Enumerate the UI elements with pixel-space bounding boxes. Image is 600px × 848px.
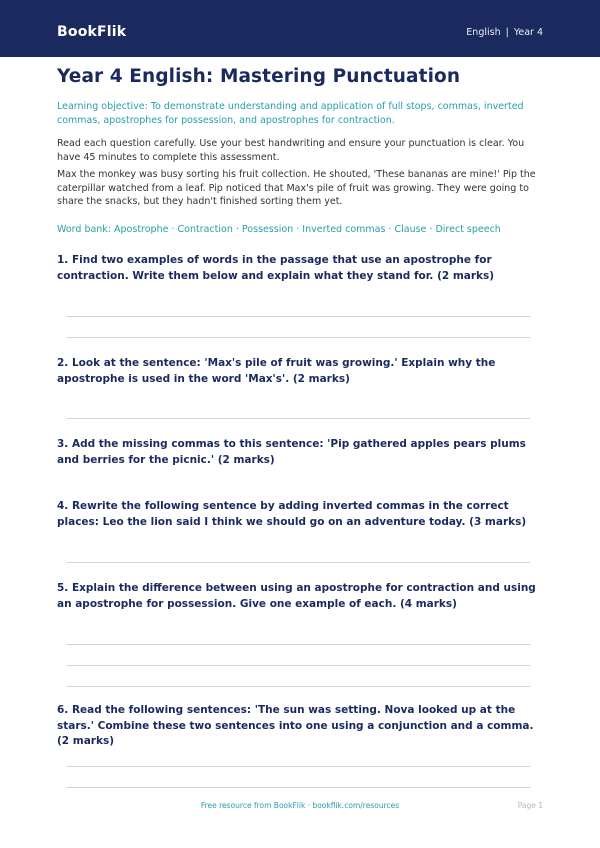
answer-line[interactable] xyxy=(67,686,530,687)
question-4: 4. Rewrite the following sentence by adding inverted commas in the correct places: Leo the lion said I think we should go on an adventure today. (3 marks) xyxy=(57,500,527,528)
question-2: 2. Look at the sentence: 'Max's pile of fruit was growing.' Explain why the apostrophe is used in the word 'Max's'. (2 marks) xyxy=(57,357,496,385)
year-label: Year 4 xyxy=(513,27,543,38)
answer-line[interactable] xyxy=(67,418,530,419)
question-1: 1. Find two examples of words in the passage that use an apostrophe for contraction. Write them below and explain what they stand for. (2 marks) xyxy=(57,254,495,282)
reading-passage: Max the monkey was busy sorting his fruit collection. He shouted, 'These bananas are mine!' Pip the caterpillar watched from a leaf. Pip noticed that Max's pile of fruit was growing. They were going to share the snacks, but they hadn't finished sorting them yet. xyxy=(57,169,536,207)
question-6: 6. Read the following sentences: 'The sun was setting. Nova looked up at the stars.' Combine these two sentences into one using a conjunction and a comma. (2 marks) xyxy=(57,704,534,747)
answer-line[interactable] xyxy=(67,766,530,767)
answer-line[interactable] xyxy=(67,562,530,563)
answer-line[interactable] xyxy=(67,644,530,645)
header-meta xyxy=(466,27,543,39)
meta-separator: | xyxy=(505,27,509,38)
page-header xyxy=(0,0,600,57)
word-bank: Word bank: Apostrophe · Contraction · Possession · Inverted commas · Clause · Direct speech xyxy=(57,224,501,235)
instructions: Read each question carefully. Use your best handwriting and ensure your punctuation is clear. You have 45 minutes to complete this assessment. xyxy=(57,138,525,163)
learning-objective: Learning objective: To demonstrate understanding and application of full stops, commas, inverted commas, apostrophes for possession, and apostrophes for contraction. xyxy=(57,101,524,126)
brand-logo: BookFlik xyxy=(57,24,127,40)
answer-line[interactable] xyxy=(67,337,530,338)
page-title: Year 4 English: Mastering Punctuation xyxy=(57,66,461,87)
answer-line[interactable] xyxy=(67,665,530,666)
question-3: 3. Add the missing commas to this sentence: 'Pip gathered apples pears plums and berries for the picnic.' (2 marks) xyxy=(57,438,526,466)
footer-credit: Free resource from BookFlik · bookflik.com/resources xyxy=(200,801,400,810)
subject-label: English xyxy=(466,27,501,38)
page-number: Page 1 xyxy=(517,801,543,810)
answer-line[interactable] xyxy=(67,787,530,788)
question-5: 5. Explain the difference between using an apostrophe for contraction and using an apostrophe for possession. Give one example of each. (4 marks) xyxy=(57,582,536,610)
answer-line[interactable] xyxy=(67,316,530,317)
